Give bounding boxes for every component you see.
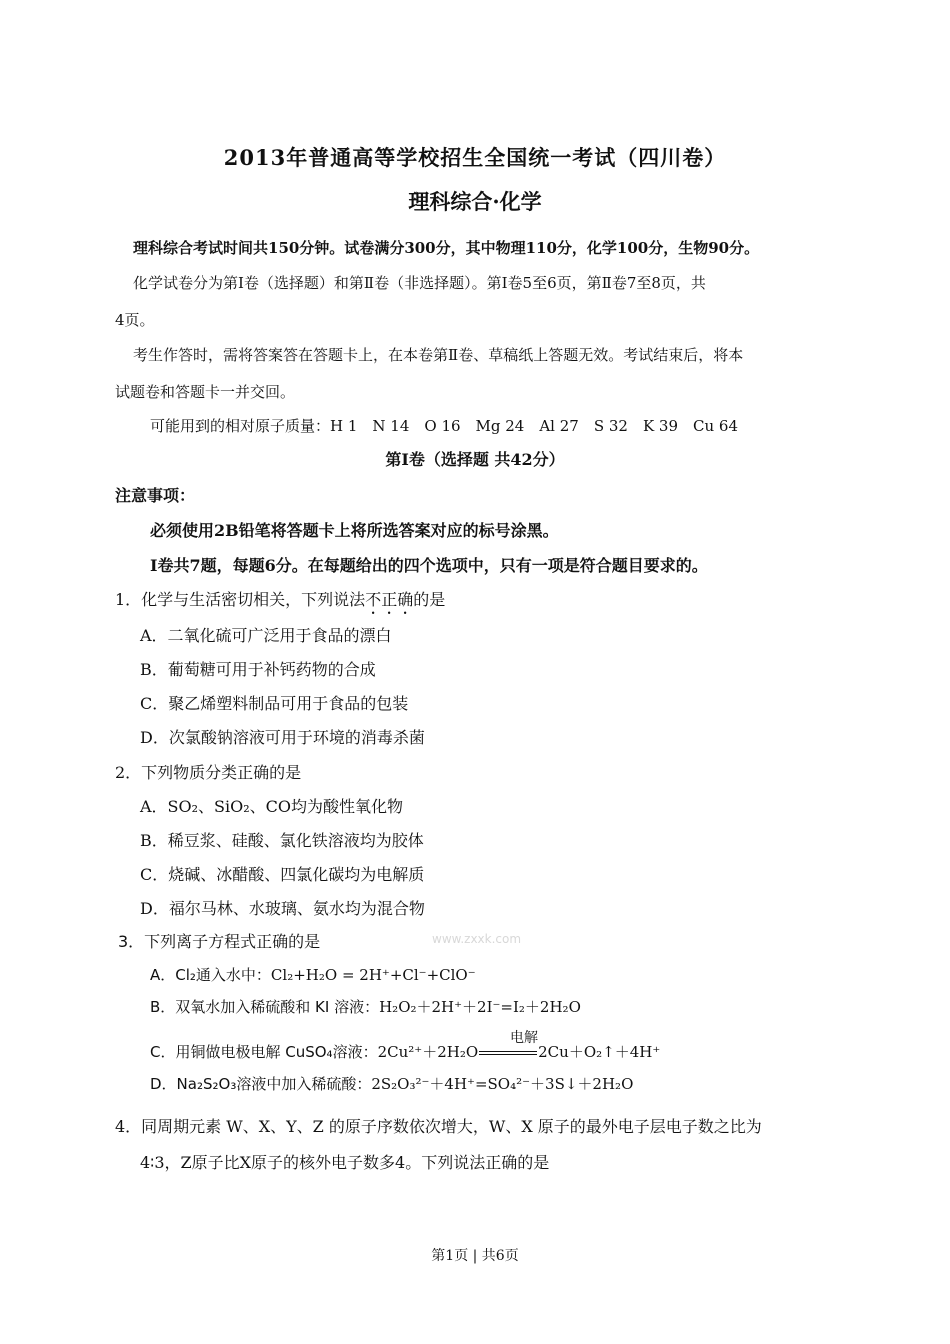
question-3-option-c [150,1042,660,1062]
intro-instructions-line2: 试题卷和答题卡一并交回。 [115,383,296,401]
question-1-emphasis: 不正确 [365,590,414,609]
exam-title: 2013年普通高等学校招生全国统一考试（四川卷） [223,145,727,170]
question-3-option-d-equation: 2S₂O₃²⁻＋4H⁺=SO₄²⁻＋3S↓＋2H₂O [371,1075,634,1093]
question-1-option-b: B．葡萄糖可用于补钙药物的合成 [140,660,376,679]
question-2-stem: 2．下列物质分类正确的是 [115,763,302,782]
question-3-option-a-label: A．Cl₂通入水中： [150,966,271,984]
question-3-option-b-equation: H₂O₂＋2H⁺＋2I⁻=I₂＋2H₂O [379,998,581,1016]
notice-heading: 注意事项： [115,486,196,505]
page-footer: 第1页 | 共6页 [431,1248,519,1264]
question-3-option-c-equation-right: 2Cu＋O₂↑＋4H⁺ [538,1043,661,1061]
question-2-option-d: D．福尔马林、水玻璃、氨水均为混合物 [140,899,425,918]
question-1-option-c: C．聚乙烯塑料制品可用于食品的包装 [140,694,409,713]
section-title: 第Ⅰ卷（选择题 共42分） [385,450,565,469]
intro-structure-line2: 4页。 [115,311,155,329]
question-2-option-a: A．SO₂、SiO₂、CO均为酸性氧化物 [140,797,404,816]
question-3-option-c-equation-left: 2Cu²⁺＋2H₂O [377,1043,479,1061]
intro-structure-line1: 化学试卷分为第Ⅰ卷（选择题）和第Ⅱ卷（非选择题）。第Ⅰ卷5至6页，第Ⅱ卷7至8页，共 [133,274,706,292]
atomic-masses: 可能用到的相对原子质量：H 1 N 14 O 16 Mg 24 Al 27 S 32 K 39 Cu 64 [150,417,739,435]
intro-instructions-line1: 考生作答时，需将答案答在答题卡上，在本卷第Ⅱ卷、草稿纸上答题无效。考试结束后，将本 [133,346,744,364]
question-3-option-b-label: B．双氧水加入稀硫酸和 KI 溶液： [150,998,380,1016]
question-3-option-b [150,997,581,1017]
question-4-stem-line1: 4．同周期元素 W、X、Y、Z 的原子序数依次增大，W、X 原子的最外电子层电子数之比为 [115,1117,762,1136]
question-3-option-a [150,965,476,985]
intro-time-score: 理科综合考试时间共150分钟。试卷满分300分，其中物理110分，化学100分，生物90分。 [133,239,760,257]
question-2-option-c: C．烧碱、冰醋酸、四氯化碳均为电解质 [140,865,425,884]
electrolysis-condition: 电解 [510,1030,538,1046]
question-1-option-d: D．次氯酸钠溶液可用于环境的消毒杀菌 [140,728,425,747]
equals-arrow [479,1051,537,1055]
question-4-stem-line2: 4∶3，Z原子比X原子的核外电子数多4。下列说法正确的是 [140,1153,550,1172]
notice-item-2: Ⅰ卷共7题，每题6分。在每题给出的四个选项中，只有一项是符合题目要求的。 [150,556,708,575]
question-1-stem-end: 的是 [413,590,446,609]
question-1-option-a: A．二氧化硫可广泛用于食品的漂白 [140,626,392,645]
question-2-option-b: B．稀豆浆、硅酸、氯化铁溶液均为胶体 [140,831,424,850]
question-3-stem: 3．下列离子方程式正确的是 [118,932,321,951]
exam-subtitle: 理科综合·化学 [408,189,542,214]
question-1-stem-text: 1．化学与生活密切相关，下列说法 [115,590,366,609]
question-3-option-a-equation: Cl₂+H₂O = 2H⁺+Cl⁻+ClO⁻ [270,966,476,984]
question-1-stem [115,590,445,618]
question-3-option-c-label: C．用铜做电极电解 CuSO₄溶液： [150,1043,378,1061]
question-3-option-d [150,1074,633,1094]
question-3-option-d-label: D．Na₂S₂O₃溶液中加入稀硫酸： [150,1075,372,1093]
notice-item-1: 必须使用2B铅笔将答题卡上将所选答案对应的标号涂黑。 [150,521,559,540]
watermark: www.zxxk.com [432,932,522,946]
